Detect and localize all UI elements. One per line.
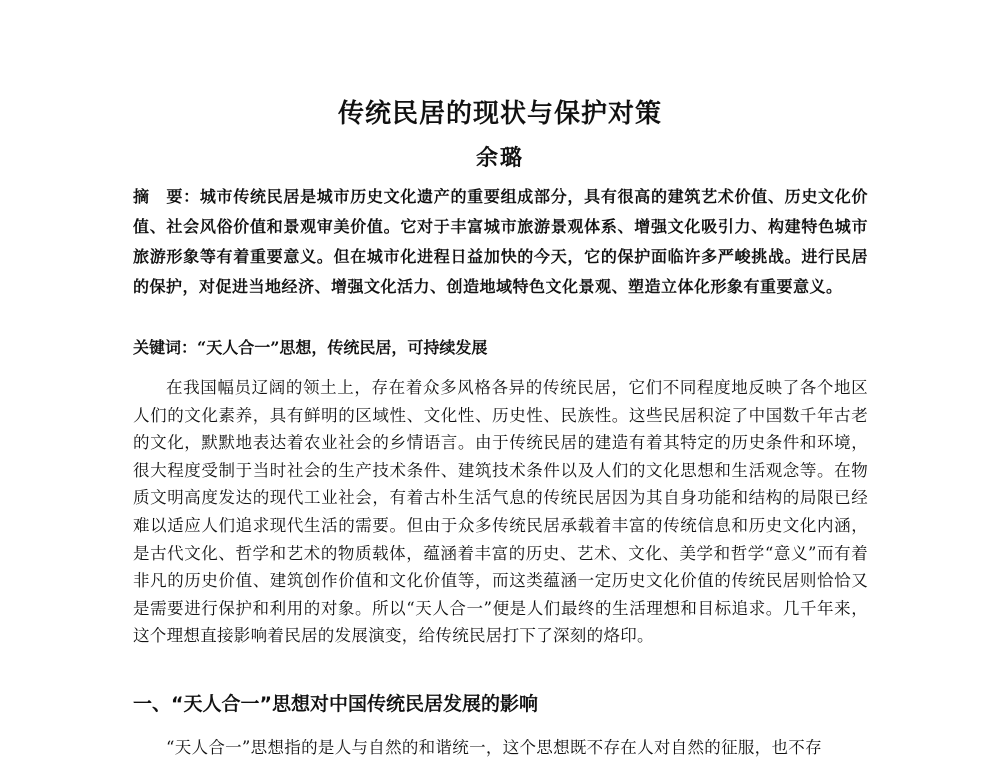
keywords-label: 关键词： (133, 338, 198, 357)
body-paragraph: 在我国幅员辽阔的领土上，存在着众多风格各异的传统民居，它们不同程度地反映了各个地区人们的文化素养，具有鲜明的区域性、文化性、历史性、民族性。这些民居积淀了中国数千年古老的文化，默默地表达着农业社会的乡情语言。由于传统民居的建造有着其特定的历史条件和环境，很大程度受制于当时社会的生产技术条件、建筑技术条件以及人们的文化思想和生活观念等。在物质文明高度发达的现代工业社会，有着古朴生活气息的传统民居因为其自身功能和结构的局限已经难以适应人们追求现代生活的需要。但由于众多传统民居承载着丰富的传统信息和历史文化内涵，是古代文化、哲学和艺术的物质载体，蕴涵着丰富的历史、艺术、文化、美学和哲学“意义”而有着非凡的历史价值、建筑创作价值和文化价值等，而这类蕴涵一定历史文化价值的传统民居则恰恰又是需要进行保护和利用的对象。所以“天人合一”便是人们最终的生活理想和目标追求。几千年来，这个理想直接影响着民居的发展演变，给传统民居打下了深刻的烙印。 (133, 378, 868, 646)
section-first-line: “天人合一”思想指的是人与自然的和谐统一，这个思想既不存在人对自然的征服，也不存 (166, 738, 822, 757)
paper-title: 传统民居的现状与保护对策 (337, 99, 662, 129)
keywords-text: “天人合一”思想，传统民居，可持续发展 (197, 338, 488, 357)
abstract-label: 摘 要： (133, 187, 200, 206)
author-name: 余璐 (475, 146, 524, 171)
section-heading: 一、“天人合一”思想对中国传统民居发展的影响 (133, 693, 538, 715)
keywords (133, 333, 868, 363)
abstract-text: 城市传统民居是城市历史文化遗产的重要组成部分，具有很高的建筑艺术价值、历史文化价值、社会风俗价值和景观审美价值。它对于丰富城市旅游景观体系、增强文化吸引力、构建特色城市旅游形象等有着重要意义。但在城市化进程日益加快的今天，它的保护面临许多严峻挑战。进行民居的保护，对促进当地经济、增强文化活力、创造地域特色文化景观、塑造立体化形象有重要意义。 (133, 187, 868, 296)
abstract (133, 182, 868, 302)
